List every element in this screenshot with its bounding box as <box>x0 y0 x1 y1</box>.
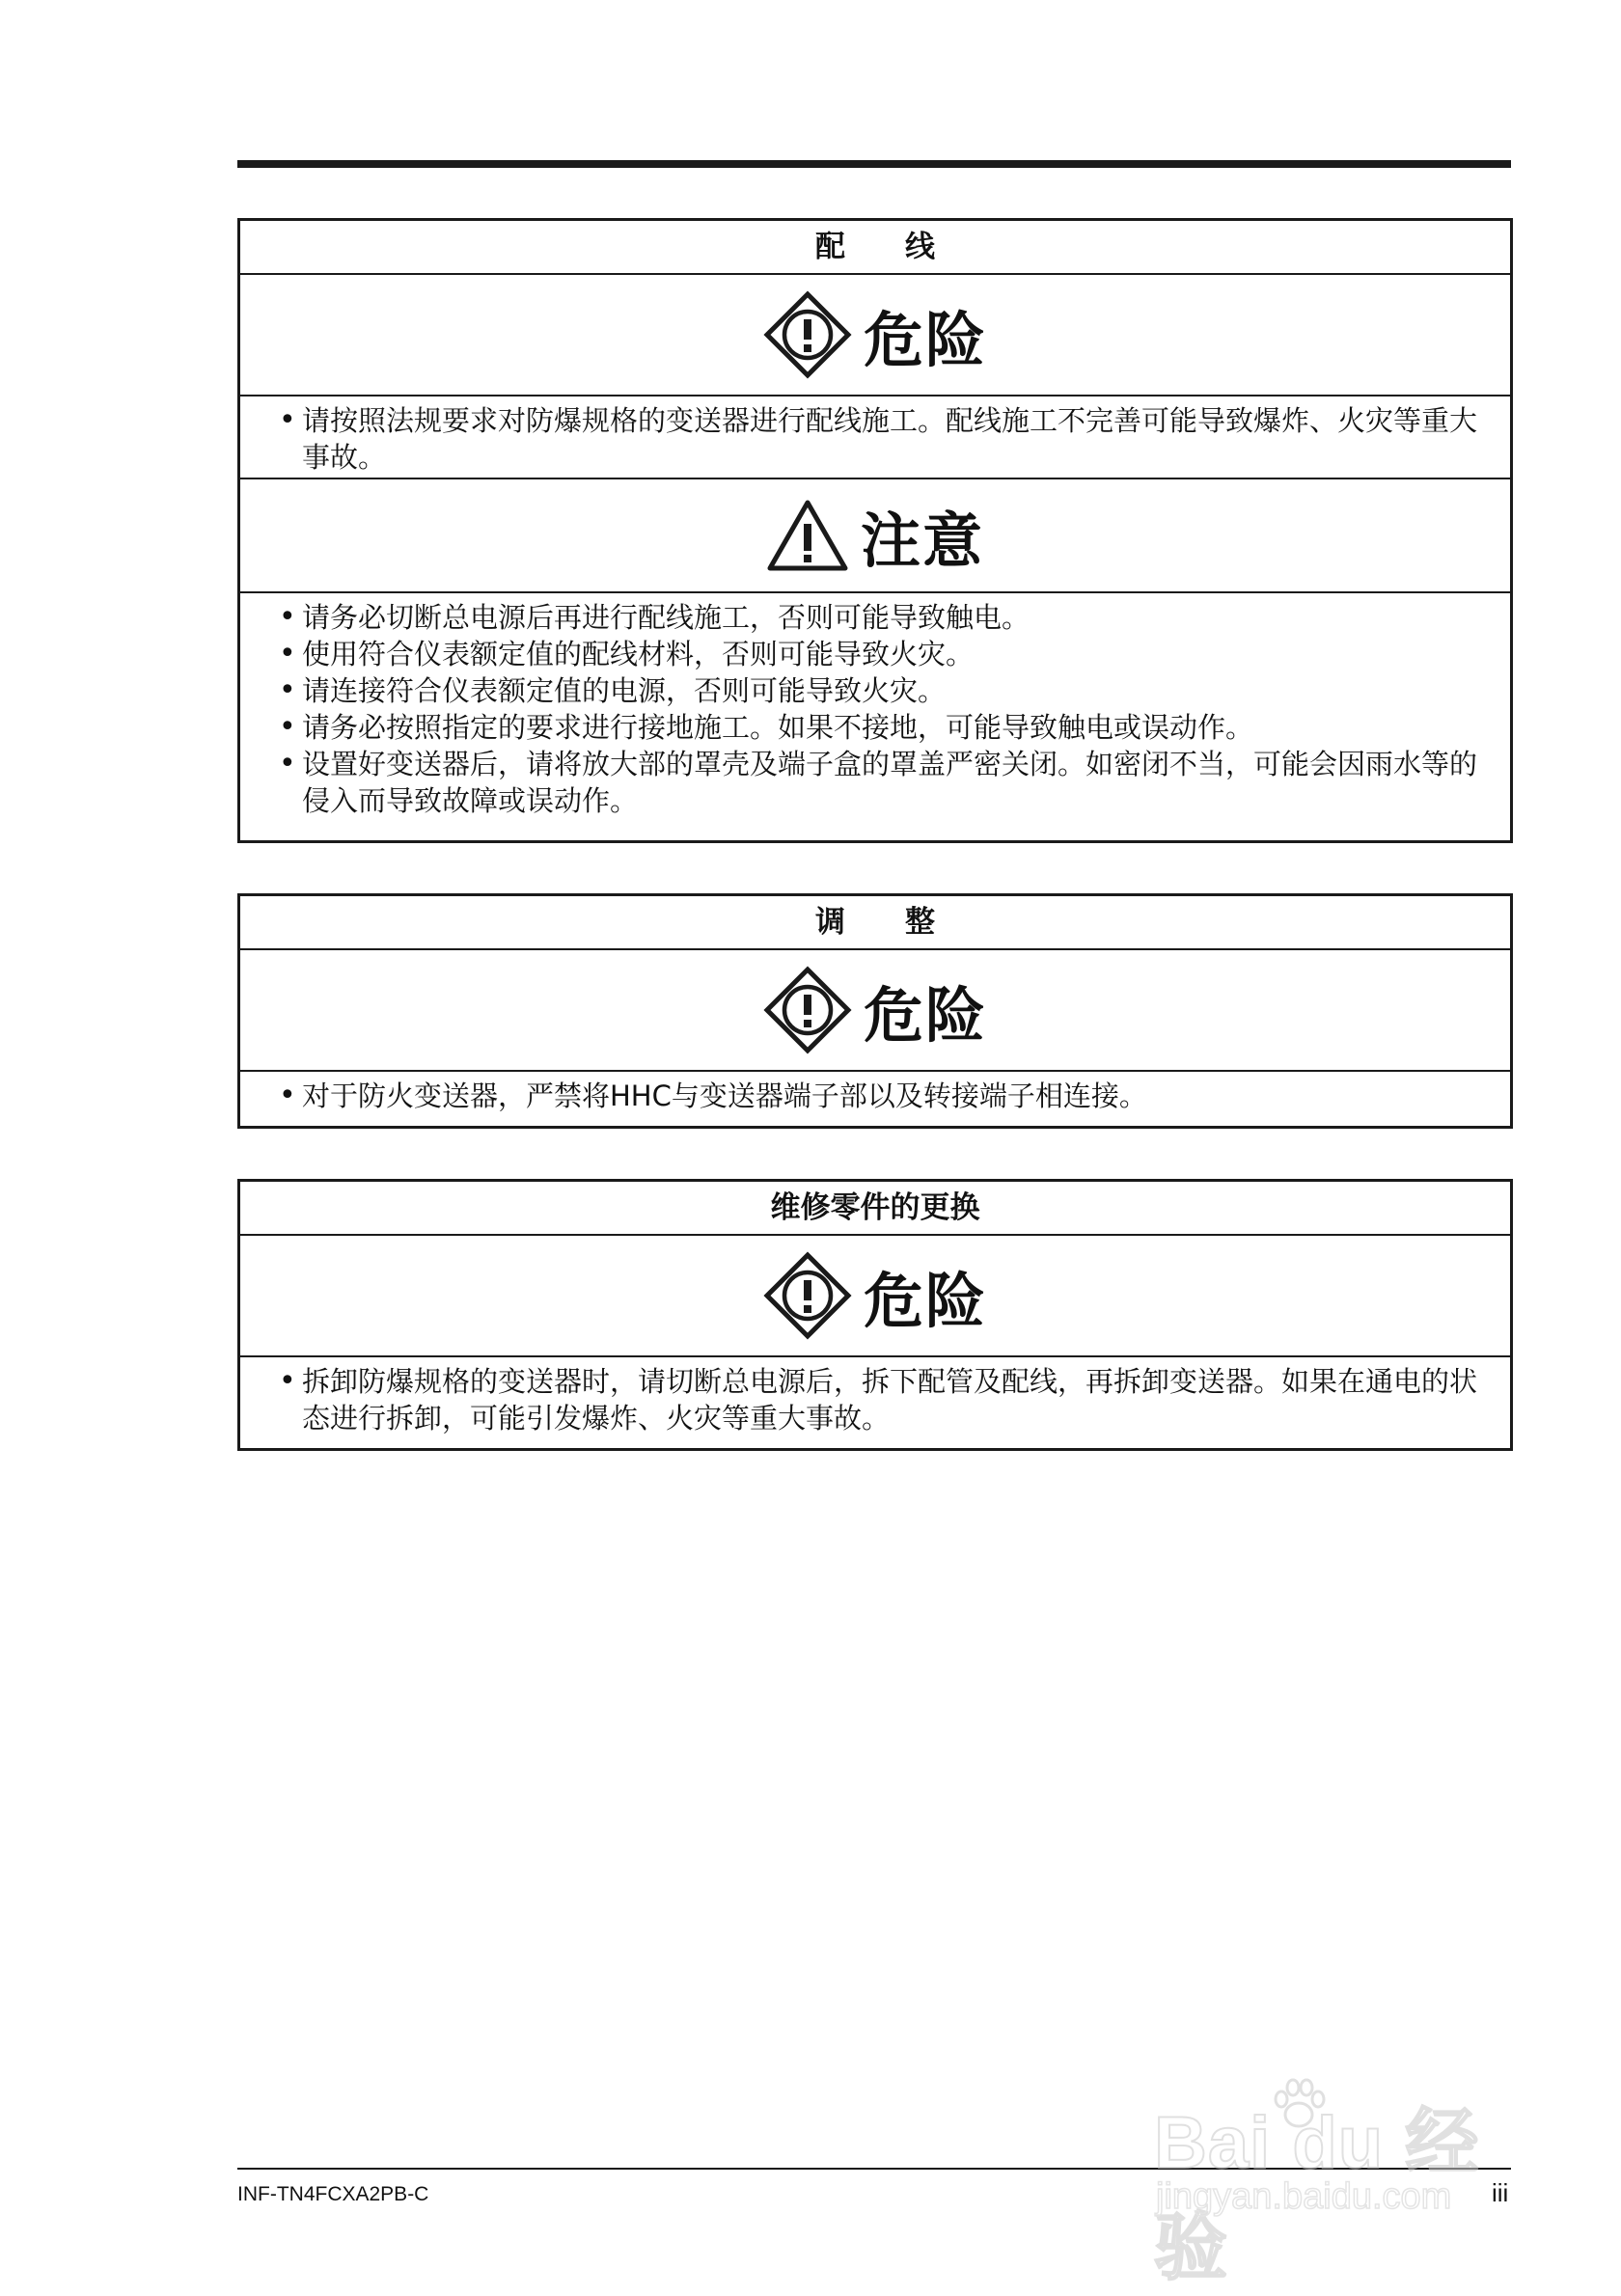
signal-word-danger: 危险 <box>863 304 987 375</box>
top-rule <box>237 160 1511 168</box>
page-number: iii <box>1492 2178 1509 2207</box>
section-title: 配 线 <box>240 221 1510 275</box>
danger-signal <box>240 275 1510 396</box>
diamond-exclamation-icon <box>763 290 852 379</box>
list-item: • 设置好变送器后，请将放大部的罩壳及端子盒的罩盖严密关闭。如密闭不当，可能会因雨水等的侵入而导致故障或误动作。 <box>279 746 1500 819</box>
list-item: • 拆卸防爆规格的变送器时，请切断总电源后，拆下配管及配线，再拆卸变送器。如果在通电的状态进行拆卸，可能引发爆炸、火灾等重大事故。 <box>279 1363 1500 1436</box>
list-item: • 对于防火变送器，严禁将HHC与变送器端子部以及转接端子相连接。 <box>279 1078 1500 1114</box>
watermark-brand: Bai du 经验 <box>1154 2102 1480 2289</box>
danger-list <box>240 1072 1510 1122</box>
danger-signal <box>240 1236 1510 1357</box>
section-title: 维修零件的更换 <box>240 1182 1510 1236</box>
danger-list <box>240 1357 1510 1444</box>
caution-signal <box>240 479 1510 593</box>
signal-word-caution: 注意 <box>860 505 984 576</box>
caution-list <box>240 593 1510 827</box>
diamond-exclamation-icon <box>763 1251 852 1340</box>
document-code: INF-TN4FCXA2PB-C <box>237 2183 429 2205</box>
diamond-exclamation-icon <box>763 966 852 1054</box>
list-item: • 请按照法规要求对防爆规格的变送器进行配线施工。配线施工不完善可能导致爆炸、火灾等重大事故。 <box>279 402 1500 476</box>
list-item: • 使用符合仪表额定值的配线材料，否则可能导致火灾。 <box>279 636 1500 672</box>
signal-word-danger: 危险 <box>863 979 987 1051</box>
section-title: 调 整 <box>240 896 1510 950</box>
section-parts-replacement <box>237 1179 1513 1451</box>
section-wiring <box>237 218 1513 843</box>
danger-list <box>240 396 1510 479</box>
watermark-url: jingyan.baidu.com <box>1156 2176 1452 2217</box>
danger-signal <box>240 950 1510 1072</box>
signal-word-danger: 危险 <box>863 1265 987 1336</box>
triangle-exclamation-icon <box>766 499 849 572</box>
list-item: • 请务必切断总电源后再进行配线施工，否则可能导致触电。 <box>279 599 1500 636</box>
section-adjustment <box>237 893 1513 1129</box>
list-item: • 请连接符合仪表额定值的电源，否则可能导致火灾。 <box>279 672 1500 709</box>
baidu-watermark <box>1154 2074 1521 2289</box>
list-item: • 请务必按照指定的要求进行接地施工。如果不接地，可能导致触电或误动作。 <box>279 709 1500 746</box>
